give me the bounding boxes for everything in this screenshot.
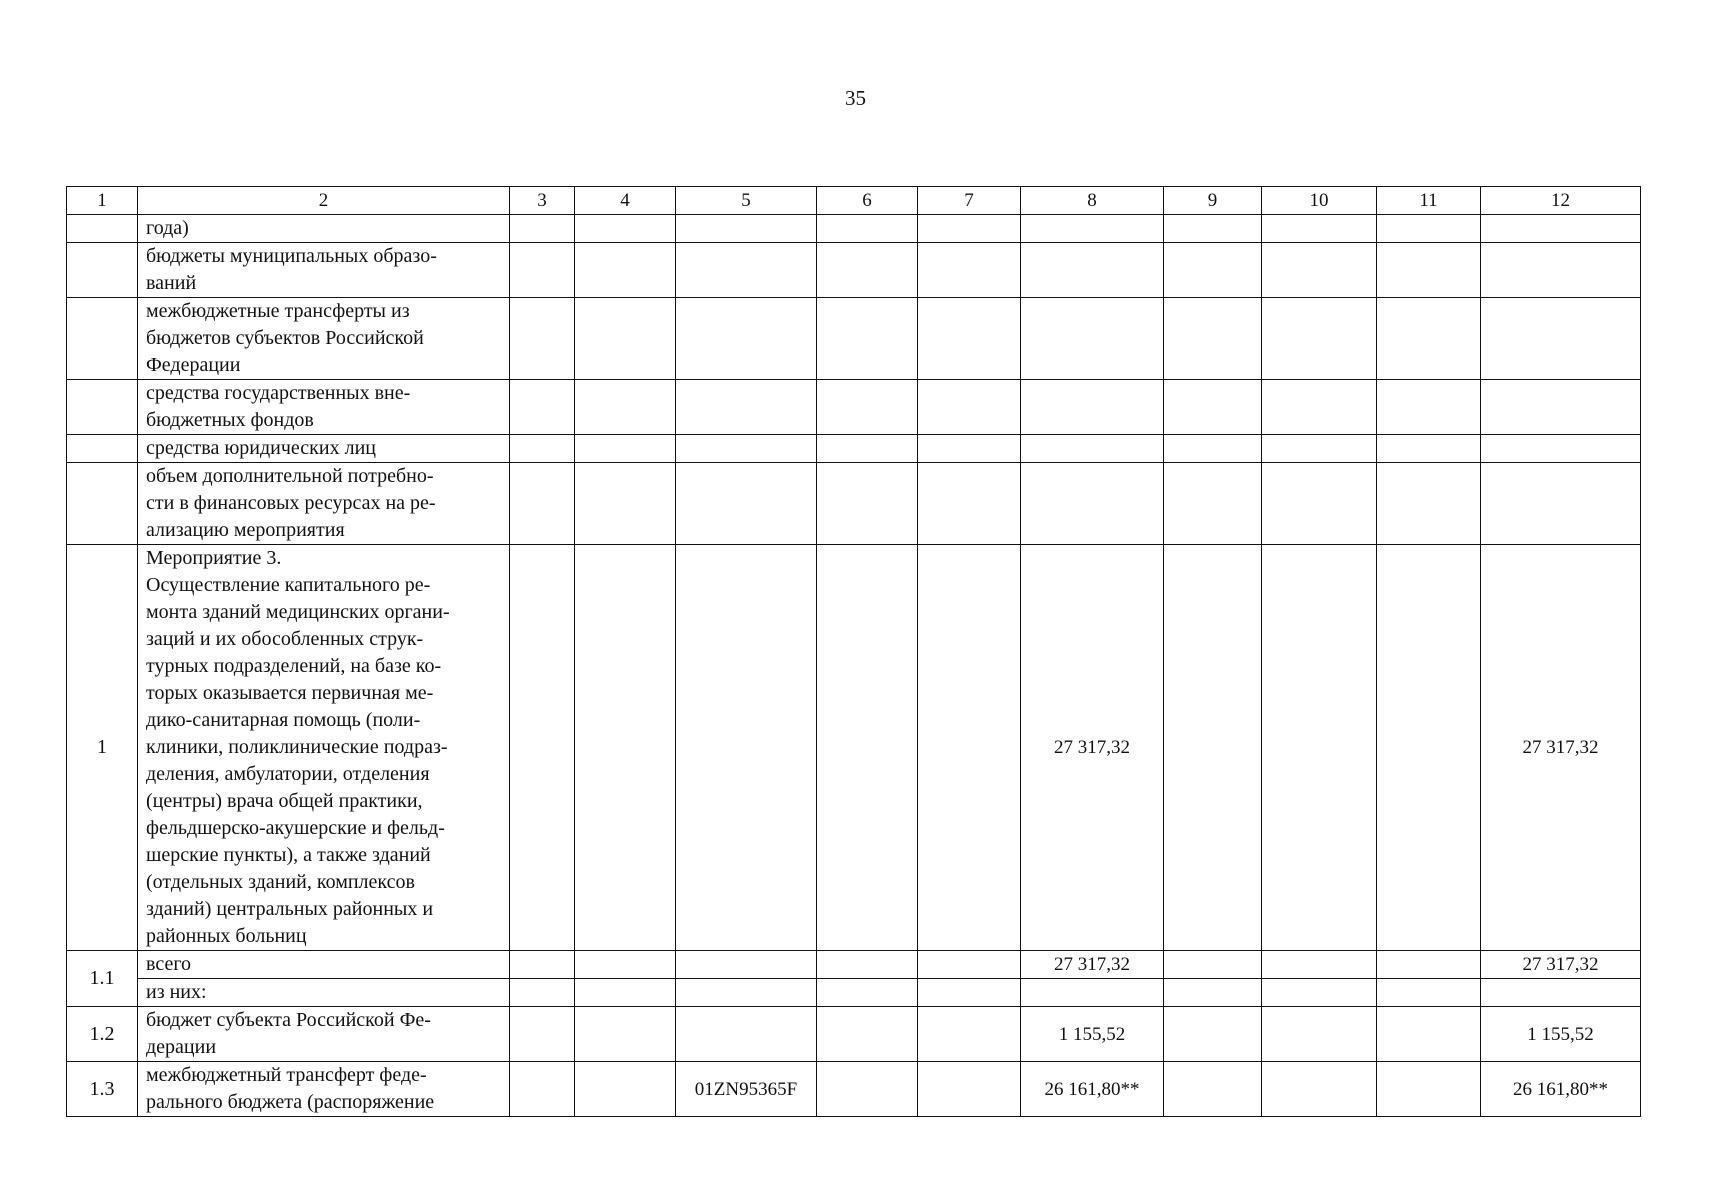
- row-description-cell: средства государственных вне- бюджетных фондов: [138, 380, 510, 435]
- code-cell: [676, 298, 817, 380]
- col-header-5: 5: [676, 187, 817, 215]
- empty-cell: [1262, 1007, 1377, 1062]
- budget-table: [66, 186, 1641, 1117]
- empty-cell: [575, 298, 676, 380]
- empty-cell: [1377, 979, 1481, 1007]
- amount-cell-col12: 27 317,32: [1481, 545, 1641, 951]
- code-cell: [676, 1007, 817, 1062]
- empty-cell: [817, 951, 918, 979]
- amount-cell-col8: [1021, 298, 1164, 380]
- row-description-cell: Мероприятие 3. Осуществление капитального ре- монта зданий медицинских органи- заций и их обособленных струк- турных подразделений, на базе ко- торых оказывается первичная ме- дико-санитарная помощь (поли- клиники, поликлинические подраз- деления, амбулатории, отделения (центры) врача общей практики, фельдшерско-акушерские и фельд- шерские пункты), а также зданий (отдельных зданий, комплексов зданий) центральных районных и районных больниц: [138, 545, 510, 951]
- amount-cell-col8: [1021, 979, 1164, 1007]
- empty-cell: [817, 380, 918, 435]
- row-description-cell: всего: [138, 951, 510, 979]
- row-description-cell: бюджеты муниципальных образо- ваний: [138, 243, 510, 298]
- empty-cell: [1262, 1062, 1377, 1117]
- table-body: [67, 215, 1641, 1117]
- row-description-cell: межбюджетный трансферт феде- рального бюджета (распоряжение: [138, 1062, 510, 1117]
- code-cell: [676, 215, 817, 243]
- empty-cell: [918, 951, 1021, 979]
- row-description-cell: бюджет субъекта Российской Фе- дерации: [138, 1007, 510, 1062]
- row-number-cell: 1.2: [67, 1007, 138, 1062]
- col-header-1: 1: [67, 187, 138, 215]
- empty-cell: [1262, 951, 1377, 979]
- page-number: 35: [845, 86, 866, 110]
- empty-cell: [575, 243, 676, 298]
- row-number-cell: [67, 215, 138, 243]
- amount-cell-col12: 26 161,80**: [1481, 1062, 1641, 1117]
- col-header-6: 6: [817, 187, 918, 215]
- code-cell: [676, 951, 817, 979]
- empty-cell: [1377, 951, 1481, 979]
- empty-cell: [918, 1007, 1021, 1062]
- empty-cell: [1164, 1007, 1262, 1062]
- amount-cell-col8: 27 317,32: [1021, 545, 1164, 951]
- empty-cell: [510, 215, 575, 243]
- empty-cell: [575, 545, 676, 951]
- empty-cell: [1377, 380, 1481, 435]
- row-number-cell: 1: [67, 545, 138, 951]
- empty-cell: [1262, 215, 1377, 243]
- empty-cell: [1164, 1062, 1262, 1117]
- amount-cell-col12: [1481, 979, 1641, 1007]
- code-cell: [676, 979, 817, 1007]
- empty-cell: [510, 298, 575, 380]
- amount-cell-col8: [1021, 380, 1164, 435]
- row-description-cell: года): [138, 215, 510, 243]
- empty-cell: [575, 463, 676, 545]
- empty-cell: [575, 215, 676, 243]
- empty-cell: [575, 1007, 676, 1062]
- empty-cell: [817, 298, 918, 380]
- amount-cell-col12: 1 155,52: [1481, 1007, 1641, 1062]
- table-row: [67, 380, 1641, 435]
- empty-cell: [575, 1062, 676, 1117]
- empty-cell: [510, 380, 575, 435]
- code-cell: [676, 435, 817, 463]
- empty-cell: [575, 979, 676, 1007]
- empty-cell: [817, 1062, 918, 1117]
- row-description-cell: межбюджетные трансферты из бюджетов субъектов Российской Федерации: [138, 298, 510, 380]
- row-description-cell: объем дополнительной потребно- сти в финансовых ресурсах на ре- ализацию мероприятия: [138, 463, 510, 545]
- empty-cell: [817, 463, 918, 545]
- empty-cell: [510, 1007, 575, 1062]
- empty-cell: [1377, 215, 1481, 243]
- empty-cell: [1164, 545, 1262, 951]
- amount-cell-col12: [1481, 463, 1641, 545]
- table-row: [67, 298, 1641, 380]
- row-number-cell: 1.3: [67, 1062, 138, 1117]
- empty-cell: [510, 979, 575, 1007]
- row-number-cell: [67, 435, 138, 463]
- empty-cell: [1262, 243, 1377, 298]
- empty-cell: [817, 1007, 918, 1062]
- code-cell: [676, 545, 817, 951]
- row-description-cell: из них:: [138, 979, 510, 1007]
- col-header-10: 10: [1262, 187, 1377, 215]
- empty-cell: [1262, 298, 1377, 380]
- empty-cell: [1377, 463, 1481, 545]
- amount-cell-col8: 26 161,80**: [1021, 1062, 1164, 1117]
- empty-cell: [918, 215, 1021, 243]
- empty-cell: [575, 951, 676, 979]
- amount-cell-col12: [1481, 435, 1641, 463]
- table-row: [67, 951, 1641, 979]
- amount-cell-col8: [1021, 435, 1164, 463]
- table-row: [67, 435, 1641, 463]
- row-number-cell: 1.1: [67, 951, 138, 1007]
- empty-cell: [817, 545, 918, 951]
- empty-cell: [510, 545, 575, 951]
- amount-cell-col8: [1021, 243, 1164, 298]
- amount-cell-col8: [1021, 215, 1164, 243]
- empty-cell: [1262, 545, 1377, 951]
- col-header-9: 9: [1164, 187, 1262, 215]
- empty-cell: [510, 951, 575, 979]
- empty-cell: [918, 435, 1021, 463]
- table-row: [67, 243, 1641, 298]
- empty-cell: [1164, 435, 1262, 463]
- amount-cell-col8: 27 317,32: [1021, 951, 1164, 979]
- empty-cell: [1262, 380, 1377, 435]
- code-cell: [676, 463, 817, 545]
- amount-cell-col12: 27 317,32: [1481, 951, 1641, 979]
- col-header-2: 2: [138, 187, 510, 215]
- amount-cell-col8: [1021, 463, 1164, 545]
- col-header-12: 12: [1481, 187, 1641, 215]
- empty-cell: [1164, 215, 1262, 243]
- empty-cell: [1164, 951, 1262, 979]
- row-number-cell: [67, 298, 138, 380]
- empty-cell: [918, 463, 1021, 545]
- amount-cell-col12: [1481, 243, 1641, 298]
- empty-cell: [918, 979, 1021, 1007]
- empty-cell: [575, 380, 676, 435]
- empty-cell: [1377, 1062, 1481, 1117]
- code-cell: 01ZN95365F: [676, 1062, 817, 1117]
- amount-cell-col12: [1481, 380, 1641, 435]
- empty-cell: [918, 380, 1021, 435]
- empty-cell: [1262, 435, 1377, 463]
- empty-cell: [918, 1062, 1021, 1117]
- row-number-cell: [67, 380, 138, 435]
- empty-cell: [817, 979, 918, 1007]
- empty-cell: [1377, 243, 1481, 298]
- empty-cell: [1164, 298, 1262, 380]
- empty-cell: [817, 243, 918, 298]
- col-header-11: 11: [1377, 187, 1481, 215]
- empty-cell: [1262, 979, 1377, 1007]
- empty-cell: [510, 463, 575, 545]
- empty-cell: [918, 545, 1021, 951]
- code-cell: [676, 380, 817, 435]
- row-description-cell: средства юридических лиц: [138, 435, 510, 463]
- empty-cell: [510, 1062, 575, 1117]
- col-header-4: 4: [575, 187, 676, 215]
- amount-cell-col8: 1 155,52: [1021, 1007, 1164, 1062]
- table-row: [67, 979, 1641, 1007]
- col-header-8: 8: [1021, 187, 1164, 215]
- table-row: [67, 1062, 1641, 1117]
- amount-cell-col12: [1481, 215, 1641, 243]
- empty-cell: [510, 243, 575, 298]
- empty-cell: [1377, 435, 1481, 463]
- empty-cell: [1377, 298, 1481, 380]
- empty-cell: [1262, 463, 1377, 545]
- table-row: [67, 1007, 1641, 1062]
- col-header-3: 3: [510, 187, 575, 215]
- table-row: [67, 463, 1641, 545]
- empty-cell: [1164, 380, 1262, 435]
- empty-cell: [918, 243, 1021, 298]
- empty-cell: [1164, 463, 1262, 545]
- row-number-cell: [67, 463, 138, 545]
- col-header-7: 7: [918, 187, 1021, 215]
- table-row: [67, 545, 1641, 951]
- empty-cell: [1164, 243, 1262, 298]
- amount-cell-col12: [1481, 298, 1641, 380]
- column-number-row: [67, 187, 1641, 215]
- empty-cell: [817, 215, 918, 243]
- empty-cell: [918, 298, 1021, 380]
- empty-cell: [1377, 545, 1481, 951]
- empty-cell: [510, 435, 575, 463]
- empty-cell: [1377, 1007, 1481, 1062]
- row-number-cell: [67, 243, 138, 298]
- empty-cell: [817, 435, 918, 463]
- empty-cell: [575, 435, 676, 463]
- code-cell: [676, 243, 817, 298]
- table-row: [67, 215, 1641, 243]
- empty-cell: [1164, 979, 1262, 1007]
